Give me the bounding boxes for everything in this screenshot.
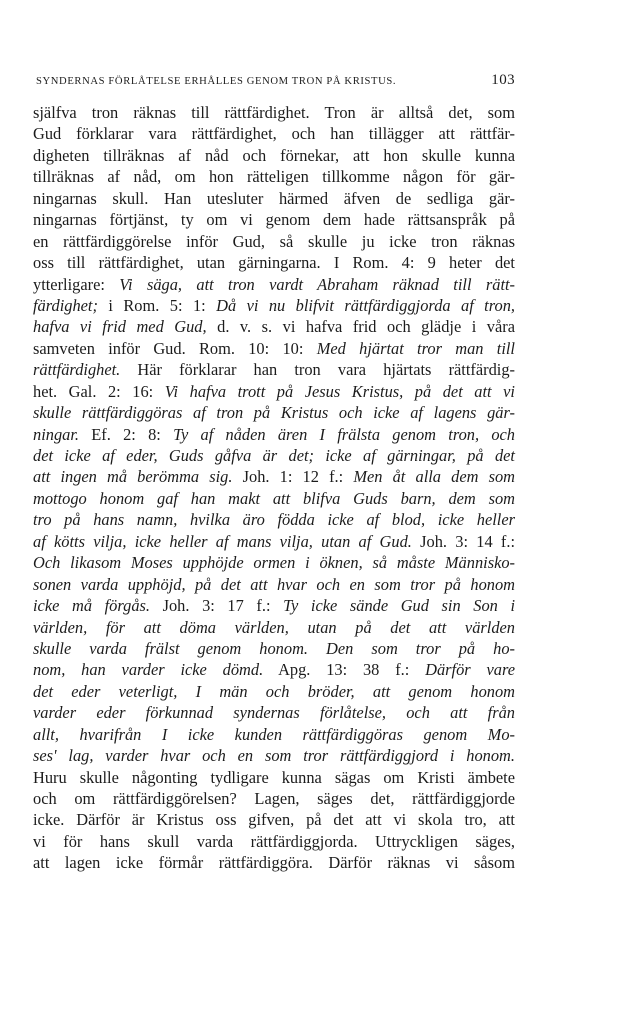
italic-run: ningar.: [33, 424, 79, 444]
text-run: Joh. 3: 17 f.:: [150, 596, 284, 616]
text-line: [33, 488, 515, 509]
text-line: [33, 595, 515, 616]
text-line: [33, 316, 515, 337]
text-line: [33, 552, 515, 573]
italic-run: Ty af nåden ären I frälsta genom tron, och: [173, 424, 515, 444]
italic-run: Vi säga, att tron vardt Abraham räknad till rätt-: [119, 274, 516, 294]
italic-run: mottogo honom gaf han makt att blifva Guds barn, dem som: [33, 488, 515, 508]
italic-run: Och likasom Moses upphöjde ormen i öknen, så måste Människo-: [33, 553, 515, 573]
text-run: och om rättfärdiggörelsen? Lagen, säges det, rättfärdiggjorde: [33, 789, 515, 808]
italic-run: nom, han varder icke dömd.: [33, 660, 264, 680]
running-title: SYNDERNAS FÖRLÅTELSE ERHÅLLES GENOM TRON PÅ KRISTUS.: [36, 76, 397, 87]
text-run: d. v. s. vi hafva frid och glädje i våra: [206, 317, 515, 337]
text-run: Huru skulle någonting tydligare kunna sägas om Kristi ämbete: [33, 767, 515, 787]
italic-run: hafva vi frid med Gud,: [33, 317, 207, 337]
italic-run: Då vi nu blifvit rättfärdiggjorda af tron,: [216, 295, 515, 315]
text-line: [33, 788, 515, 809]
text-run: Här förklarar han tron vara hjärtats rättfärdig-: [120, 360, 515, 380]
text-line: [33, 123, 515, 144]
text-line: [33, 681, 515, 702]
text-line: [33, 617, 515, 638]
text-run: Ef. 2: 8:: [79, 424, 174, 444]
running-header: [33, 72, 515, 94]
italic-run: Ty icke sände Gud sin Son i: [283, 596, 516, 616]
text-line: [33, 145, 515, 166]
text-run: oss till rättfärdighet, utan gärningarna. I Rom. 4: 9 heter det: [33, 253, 515, 273]
italic-run: varder eder förkunnad syndernas förlåtelse, och att från: [33, 703, 515, 723]
text-line: [33, 338, 515, 359]
text-line: [33, 531, 515, 552]
italic-run: ses' lag, varder hvar och en som tror rättfärdiggjord i honom.: [33, 746, 515, 766]
text-line: [33, 209, 515, 230]
book-page: [33, 72, 515, 874]
text-run: Gud förklarar vara rättfärdighet, och han tillägger att rättfär-: [33, 124, 515, 144]
text-line: [33, 188, 515, 209]
text-line: [33, 402, 515, 423]
text-line: [33, 809, 515, 830]
text-line: [33, 231, 515, 252]
italic-run: rättfärdighet.: [33, 360, 121, 380]
text-line: [33, 767, 515, 788]
text-run: icke. Därför är Kristus oss gifven, på det att vi skola tro, att: [33, 810, 515, 830]
text-run: Joh. 3: 14 f.:: [411, 531, 515, 551]
text-line: [33, 702, 515, 723]
body-text: [33, 102, 515, 874]
text-run: digheten tillräknas af nåd och förnekar, att hon skulle kunna: [33, 145, 515, 165]
text-line: [33, 424, 515, 445]
italic-run: det eder veterligt, I män och bröder, att genom honom: [33, 681, 515, 701]
page-number: 103: [491, 72, 515, 88]
italic-run: Men åt alla dem som: [353, 467, 516, 487]
italic-run: att ingen må berömma sig.: [33, 467, 233, 487]
text-run: Joh. 1: 12 f.:: [232, 467, 354, 487]
text-line: [33, 831, 515, 852]
text-line: [33, 252, 515, 273]
text-line: [33, 852, 515, 873]
text-line: [33, 724, 515, 745]
italic-run: af kötts vilja, icke heller af mans vilja, utan af Gud.: [33, 531, 412, 551]
text-run: en rättfärdiggörelse inför Gud, så skulle ju icke tron räknas: [33, 231, 515, 251]
text-run: ningarnas förtjänst, ty om vi genom dem hade rättsanspråk på: [33, 210, 515, 230]
text-run: att lagen icke förmår rättfärdiggöra. Därför räknas vi såsom: [33, 853, 515, 873]
text-run: Apg. 13: 38 f.:: [263, 660, 426, 680]
text-run: het. Gal. 2: 16:: [33, 381, 165, 401]
text-run: själfva tron räknas till rättfärdighet. Tron är alltså det, som: [33, 103, 515, 122]
text-run: vi för hans skull varda rättfärdiggjorda. Uttryckligen säges,: [33, 831, 515, 851]
text-run: i Rom. 5: 1:: [97, 295, 217, 315]
text-line: [33, 359, 515, 380]
text-line: [33, 509, 515, 530]
text-line: [33, 638, 515, 659]
text-line: [33, 445, 515, 466]
text-line: [33, 166, 515, 187]
italic-run: skulle varda frälst genom honom. Den som tror på ho-: [33, 638, 515, 658]
text-run: ningarnas skull. Han utesluter härmed äfven de sedliga gär-: [33, 188, 515, 208]
text-run: ytterligare:: [33, 274, 120, 294]
italic-run: färdighet;: [33, 295, 98, 315]
italic-run: Med hjärtat tror man till: [316, 338, 515, 358]
italic-run: världen, för att döma världen, utan på det att världen: [33, 617, 515, 637]
italic-run: Därför vare: [425, 660, 515, 680]
text-line: [33, 274, 515, 295]
text-run: samveten inför Gud. Rom. 10: 10:: [33, 338, 317, 358]
text-line: [33, 466, 515, 487]
italic-run: allt, hvarifrån I icke kunden rättfärdiggöras genom Mo-: [33, 724, 515, 744]
text-run: tillräknas af nåd, om hon rätteligen tillkomme någon för gär-: [33, 167, 515, 187]
text-line: [33, 295, 515, 316]
italic-run: icke må förgås.: [33, 596, 150, 616]
text-line: [33, 659, 515, 680]
text-line: [33, 574, 515, 595]
italic-run: tro på hans namn, hvilka äro födda icke af blod, icke heller: [33, 510, 515, 530]
text-line: [33, 102, 515, 123]
italic-run: det icke af eder, Guds gåfva är det; icke af gärningar, på det: [33, 446, 515, 465]
italic-run: skulle rättfärdiggöras af tron på Kristus och icke af lagens gär-: [33, 403, 515, 423]
text-line: [33, 745, 515, 766]
text-line: [33, 381, 515, 402]
italic-run: sonen varda upphöjd, på det att hvar och en som tror på honom: [33, 574, 515, 594]
italic-run: Vi hafva trott på Jesus Kristus, på det att vi: [164, 381, 515, 401]
